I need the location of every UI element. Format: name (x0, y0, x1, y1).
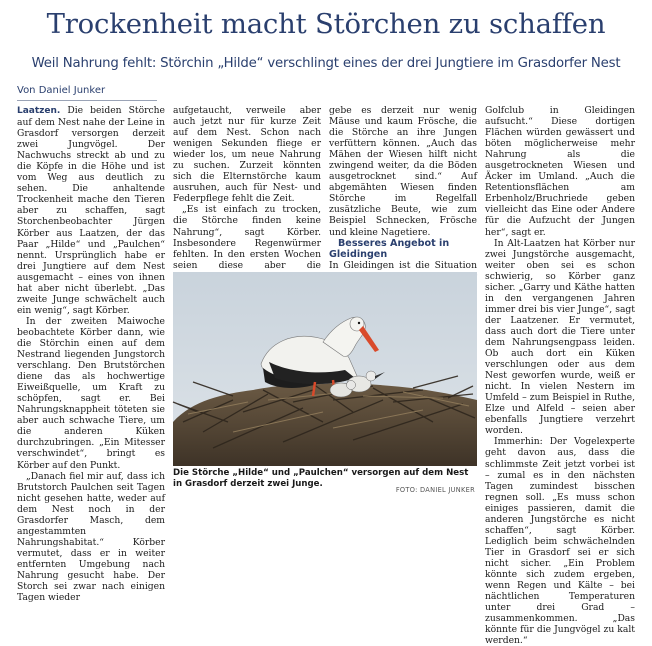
dateline: Laatzen. (17, 106, 61, 116)
paragraph (17, 105, 165, 316)
column-4 (485, 105, 635, 646)
column-2 (173, 105, 321, 271)
paragraph: In Alt-Laatzen hat Körber nur zwei Jungstörche ausgemacht, weiter oben sei es schon schwierig, so Körber ganz sicher. „Garry und Käthe hatten in den vergangenen Jahren immer drei bis vier Junge“, sagt der Laatzener. Er vermutet, dass auch dort die Tiere unter dem Nahrungsengpass leiden. Ob auch dort ein Küken verschlungen oder aus dem Nest geworfen wurde, weiß er nicht. In vielen Nestern im Umfeld – zum Beispiel in Ruthe, Elze und Alfeld – seien aber ebenfalls Jungtiere verzehrt worden. (485, 237, 635, 437)
caption-text: Die Störche „Hilde“ und „Paulchen“ versorgen auf dem Nest in Grasdorf derzeit zwei Junge. (173, 468, 469, 489)
paragraph: Golfclub in Gleidingen aufsucht.“ Diese dortigen Flächen würden gewässert und böten möglicherweise mehr Nahrung als die ausgetrockneten Wiesen und Äcker im Umland. „Auch die Retentionsflächen am Erbenholz/Bruchriede geben vielleicht das Eine oder Andere für die Aufzucht der Jungen her“, sagt er. (485, 105, 635, 238)
paragraph: In der zweiten Maiwoche beobachtete Körber dann, wie die Störchin einen auf dem Nestrand liegenden Jungstorch verschlang. Den Brutstörchen diene das als hochwertige Eiweißquelle, um Kraft zu schöpfen, sagt er. Bei Nahrungsknappheit töteten sie aber auch schwache Tiere, um die anderen Küken durchzubringen. „Ein Mitesser verschwindet“, bringt es Körber auf den Punkt. (17, 315, 165, 471)
stork-nest-illustration (173, 272, 477, 466)
paragraph-text: Die beiden Störche auf dem Nest nahe der Leine in Grasdorf versorgen derzeit zwei Jungvögel. Der Nachwuchs streckt ab und zu die Köpfe in die Höhe und ist vom Weg aus deutlich zu sehen. Die anhaltende Trockenheit mache den Tieren aber zu schaffen, sagt Storchenbeobachter Jürgen Körber aus Laatzen, der das Paar „Hilde“ und „Paulchen“ nennt. Ursprünglich habe er drei Jungtiere auf dem Nest ausgemacht – eines von ihnen hat aber nicht überlebt. „Das zweite Junge schwächelt auch ein wenig“, sagt Körber. (17, 105, 165, 316)
subline: Weil Nahrung fehlt: Störchin „Hilde“ verschlingt eines der drei Jungtiere im Grasdorfer Nest (31, 56, 621, 71)
paragraph: gebe es derzeit nur wenig Mäuse und kaum Frösche, die die Störche an ihre Jungen verfüttern können. „Auch das Mähen der Wiesen hilft nicht zwingend weiter, da die Böden ausgetrocknet sind.“ Auf abgemähten Wiesen finden Störche im Regelfall zusätzliche Beute, wie zum Beispiel Schnecken, Frösche und kleine Nagetiere. (329, 105, 477, 238)
photo-credit: FOTO: DANIEL JUNKER (395, 486, 475, 494)
column-1 (17, 105, 165, 604)
headline: Trockenheit macht Störchen zu schaffen (46, 8, 606, 40)
paragraph: Immerhin: Der Vogelexperte geht davon aus, dass die schlimmste Zeit jetzt vorbei ist – zumal es in den nächsten Tagen zumindest bisschen regnen soll. „Es muss schon einiges passieren, damit die anderen Jungstörche es nicht schaffen“, sagt Körber. Lediglich beim schwächelnden Tier in Grasdorf sei er sich nicht sicher. „Ein Problem könnte sich zudem ergeben, wenn Regen und Kälte – bei nächtlichen Temperaturen unter drei Grad – zusammenkommen. „Das könnte für die Jungvögel zu kalt werden.“ (485, 436, 635, 646)
byline-rule (17, 100, 157, 101)
column-3 (329, 105, 477, 271)
paragraph: aufgetaucht, verweile aber auch jetzt nur für kurze Zeit auf dem Nest. Schon nach wenigen Sekunden fliege er wieder los, um neue Nahrung zu suchen. Zurzeit könnten sich die Elternstörche kaum ausruhen, auch für Nest- und Federpflege fehlt die Zeit. (173, 105, 321, 205)
subheading: Besseres Angebot in Gleidingen (329, 237, 450, 260)
byline: Von Daniel Junker (17, 85, 106, 96)
paragraph: In Gleidingen ist die Situation (329, 259, 477, 271)
paragraph: „Es ist einfach zu trocken, die Störche finden keine Nahrung“, sagt Körber. Insbesondere Regenwürmer fehlten. In den ersten Wochen seien diese aber die (173, 204, 321, 271)
paragraph: „Danach fiel mir auf, dass ich Brutstorch Paulchen seit Tagen nicht gesehen hatte, weder auf dem Nest noch in der Grasdorfer Masch, dem angestammten Nahrungshabitat.“ Körber vermutet, dass er in weiter entfernten Umgebung nach Nahrung gesucht habe. Der Storch sei zwar nach einigen Tagen wieder (17, 470, 165, 604)
stork-photo (173, 272, 477, 466)
